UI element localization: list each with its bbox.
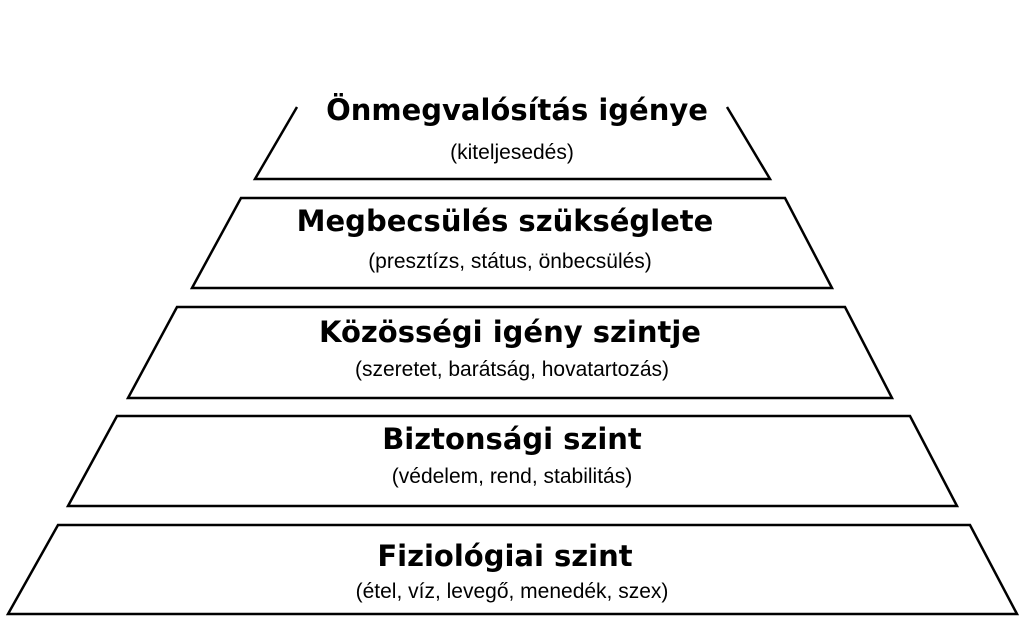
pyramid-level-1-subtitle: (kiteljesedés) xyxy=(450,141,574,164)
pyramid-level-1-title: Önmegvalósítás igénye xyxy=(326,93,708,127)
pyramid-level-2-subtitle: (presztízs, státus, önbecsülés) xyxy=(368,250,652,273)
pyramid-level-4 xyxy=(68,416,957,506)
pyramid-level-5 xyxy=(8,525,1017,614)
pyramid-level-4-title: Biztonsági szint xyxy=(382,422,642,456)
pyramid-level-5-title: Fiziológiai szint xyxy=(377,539,633,573)
pyramid-level-3 xyxy=(128,307,892,398)
pyramid-level-2 xyxy=(192,198,832,288)
pyramid-level-2-title: Megbecsülés szükséglete xyxy=(296,204,714,238)
pyramid-level-4-subtitle: (védelem, rend, stabilitás) xyxy=(391,465,633,488)
pyramid-level-1 xyxy=(255,93,770,179)
pyramid-level-3-title: Közösségi igény szintje xyxy=(319,315,701,349)
pyramid-level-3-subtitle: (szeretet, barátság, hovatartozás) xyxy=(355,358,669,381)
pyramid-level-5-subtitle: (étel, víz, levegő, menedék, szex) xyxy=(355,580,669,603)
